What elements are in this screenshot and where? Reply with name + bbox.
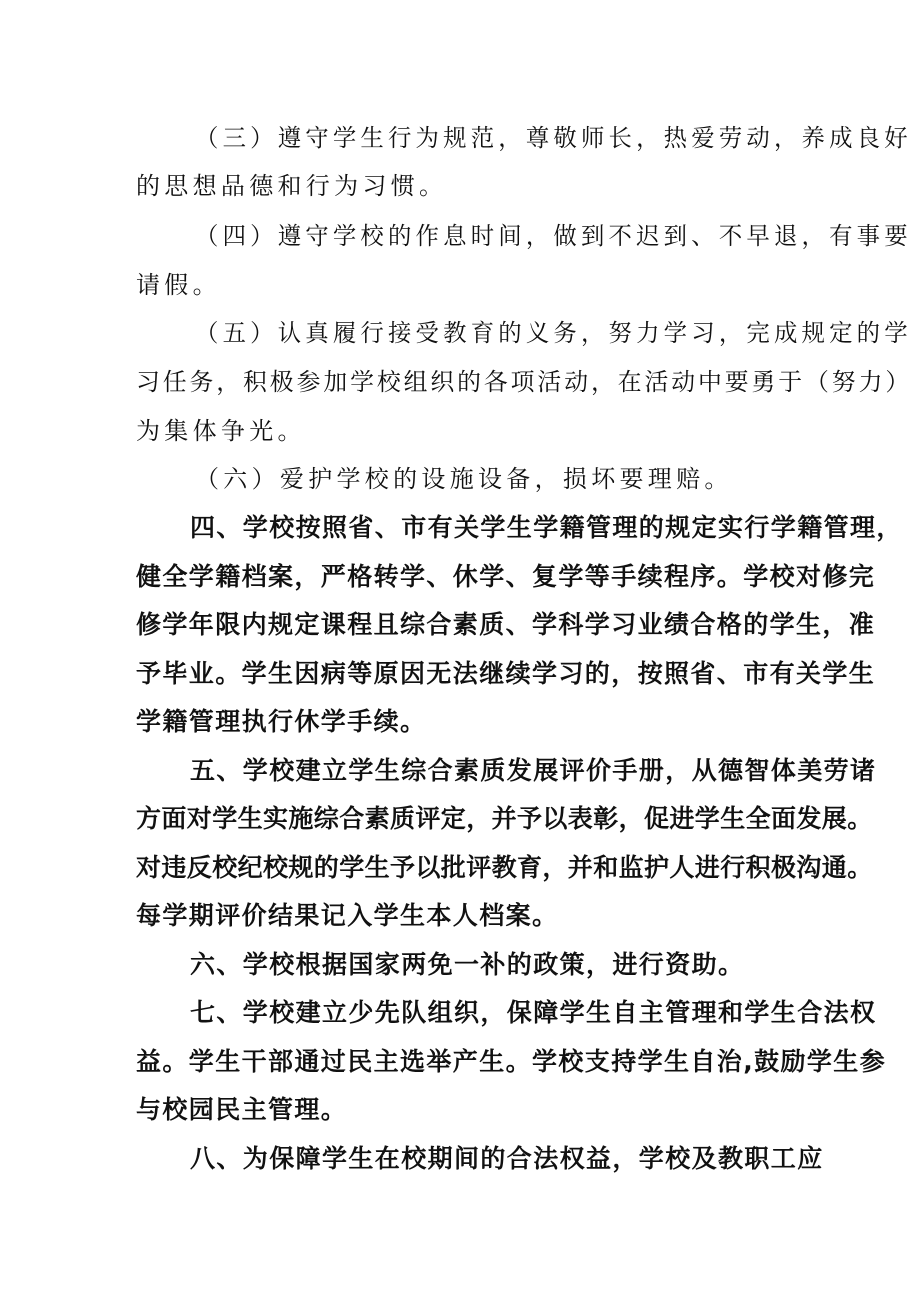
section8-line1: 八、为保障学生在校期间的合法权益，学校及教职工应 <box>190 1144 824 1173</box>
section4-line4: 予毕业。学生因病等原因无法继续学习的，按照省、市有关学生 <box>136 659 876 688</box>
section4-line2: 健全学籍档案，严格转学、休学、复学等手续程序。学校对修完 <box>136 562 876 591</box>
section5-line1: 五、学校建立学生综合素质发展评价手册，从德智体美劳诸 <box>190 756 877 785</box>
section7-line3: 与校园民主管理。 <box>136 1095 348 1124</box>
item3-line1: （三）遵守学生行为规范，尊敬师长，热爱劳动，养成良好 <box>195 124 912 152</box>
item5-line3: 为集体争光。 <box>136 417 306 445</box>
item5-line1: （五）认真履行接受教育的义务，努力学习，完成规定的学 <box>195 319 912 347</box>
section7-line1: 七、学校建立少先队组织，保障学生自主管理和学生合法权 <box>190 998 877 1027</box>
section6-line1: 六、学校根据国家两免一补的政策，进行资助。 <box>190 950 745 979</box>
item3-line2: 的思想品德和行为习惯。 <box>136 172 448 200</box>
section5-line4: 每学期评价结果记入学生本人档案。 <box>136 901 559 930</box>
section7-line2: 益。学生干部通过民主选举产生。学校支持学生自治,鼓励学生参 <box>136 1047 887 1076</box>
section4-line5: 学籍管理执行休学手续。 <box>136 707 427 736</box>
item5-line2: 习任务，积极参加学校组织的各项活动，在活动中要勇于（努力） <box>136 368 913 396</box>
section4-line3: 修学年限内规定课程且综合素质、学科学习业绩合格的学生，准 <box>136 610 876 639</box>
section5-line3: 对违反校纪校规的学生予以批评教育，并和监护人进行积极沟通。 <box>136 853 873 882</box>
item4-line1: （四）遵守学校的作息时间，做到不迟到、不早退，有事要 <box>195 222 912 250</box>
section5-line2: 方面对学生实施综合素质评定，并予以表彰，促进学生全面发展。 <box>136 804 873 833</box>
item6-line1: （六）爱护学校的设施设备，损坏要理赔。 <box>195 465 733 493</box>
item4-line2: 请假。 <box>136 271 221 299</box>
section4-line1: 四、学校按照省、市有关学生学籍管理的规定实行学籍管理， <box>190 513 903 542</box>
